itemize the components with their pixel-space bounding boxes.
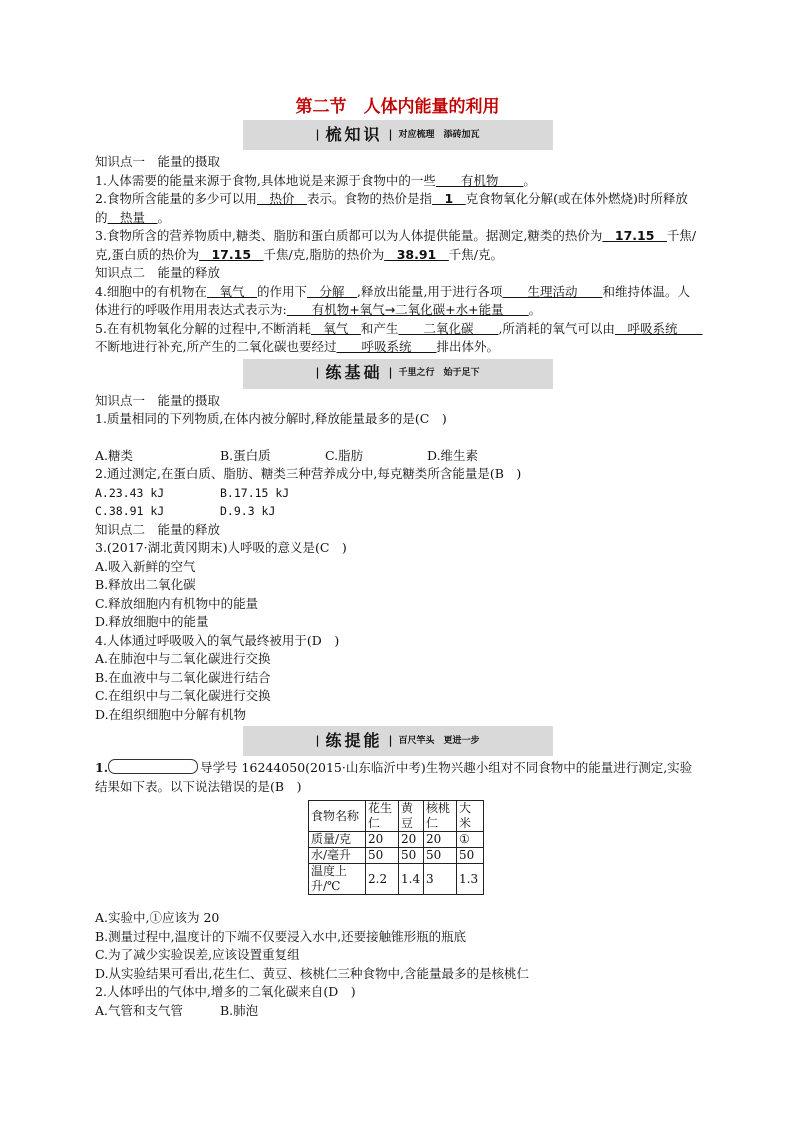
table-cell: 3 — [424, 864, 457, 895]
option: B.17.15 kJ — [220, 485, 290, 500]
question-improve-1: 1. 导学号 16244050(2015·山东临沂中考)生物兴趣小组对不同食物中的能量进行测定,实验结果如下表。以下说法错误的是(B ) — [95, 760, 693, 794]
banner-practice-basic: | 练基础 | 千里之行 始于足下 — [243, 359, 553, 389]
question-basic-1-options — [95, 447, 700, 466]
table-cell: 20 — [366, 832, 399, 848]
option: A.气管和支气管 — [95, 1002, 184, 1018]
table-cell: 1.4 — [399, 864, 424, 895]
banner-main: 梳知识 — [325, 124, 383, 144]
option: B.在血液中与二氧化碳进行结合 — [95, 669, 271, 685]
option: A.吸入新鲜的空气 — [95, 558, 196, 574]
question-basic-2-options-row2 — [95, 502, 700, 521]
option: C.释放细胞内有机物中的能量 — [95, 595, 259, 611]
banner-practice-improve: | 练提能 | 百尺竿头 更进一步 — [243, 726, 553, 756]
option: B.释放出二氧化碳 — [95, 577, 196, 592]
table-cell: 50 — [457, 848, 484, 864]
question-basic-4: 4.人体通过呼吸吸入的氧气最终被用于(D ) — [95, 632, 340, 648]
table-cell: 温度上升/℃ — [309, 864, 366, 895]
table-cell: 1.3 — [457, 864, 484, 895]
knowledge-item-5: 5.在有机物氧化分解的过程中,不断消耗 氧气 和产生 二氧化碳 ,所消耗的氧气可以由 呼吸系统 不断地进行补充,所产生的二氧化碳也要经过 呼吸系统 排出体外。 — [95, 320, 703, 354]
improve-section — [95, 759, 700, 1020]
option: B.蛋白质 — [220, 447, 271, 463]
option: D.在组织细胞中分解有机物 — [95, 706, 247, 722]
option: C.在组织中与二氧化碳进行交换 — [95, 688, 271, 703]
banner-comb-knowledge: | 梳知识 | 对应梳理 添砖加瓦 — [243, 120, 553, 150]
table-header-cell: 大米 — [457, 801, 484, 832]
table-cell: 50 — [424, 848, 457, 864]
banner-main: 练基础 — [325, 363, 383, 383]
option: A.23.43 kJ — [95, 485, 165, 500]
question-basic-2: 2.通过测定,在蛋白质、脂肪、糖类三种营养成分中,每克糖类所含能量是(B ) — [95, 466, 522, 481]
table-row — [309, 848, 484, 864]
option: D.维生素 — [427, 447, 479, 463]
table-cell: 水/毫升 — [309, 848, 366, 864]
table-header-row — [309, 801, 484, 832]
knowledge-section — [95, 153, 703, 357]
question-improve-2: 2.人体呼出的气体中,增多的二氧化碳来自(D ) — [95, 984, 356, 999]
table-row — [309, 832, 484, 848]
table-header-cell: 黄豆 — [399, 801, 424, 832]
table-row — [309, 864, 484, 895]
knowledge-item-1: 1.人体需要的能量来源于食物,具体地说是来源于食物中的一些 有机物 。 — [95, 172, 536, 188]
option: D.9.3 kJ — [220, 504, 276, 518]
option: C.38.91 kJ — [95, 504, 165, 518]
table-header-cell: 食物名称 — [309, 801, 366, 832]
option: B.肺泡 — [220, 1002, 259, 1018]
option: D.释放细胞中的能量 — [95, 614, 209, 629]
question-basic-1: 1.质量相同的下列物质,在体内被分解时,释放能量最多的是(C ) — [95, 411, 447, 426]
option: C.脂肪 — [325, 447, 364, 463]
option: C.为了减少实验误差,应该设置重复组 — [95, 947, 300, 962]
basic-point-1: 知识点一 能量的摄取 — [95, 392, 221, 408]
table-cell: ① — [457, 832, 484, 848]
question-basic-3: 3.(2017·湖北黄冈期末)人呼吸的意义是(C ) — [95, 540, 347, 555]
banner-sub: 百尺竿头 更进一步 — [398, 735, 480, 746]
basic-point-2: 知识点二 能量的释放 — [95, 521, 221, 537]
option: A.在肺泡中与二氧化碳进行交换 — [95, 651, 271, 666]
basic-section — [95, 392, 700, 725]
table-header-cell: 花生仁 — [366, 801, 399, 832]
guide-number-badge — [108, 759, 198, 774]
knowledge-item-4: 4.细胞中的有机物在 氧气 的作用下 分解 ,释放出能量,用于进行各项 生理活动 和维持体温。人体进行的呼吸作用用表达式表示为: 有机物+氧气→二氧化碳+水+能量 。 — [95, 283, 690, 317]
table-cell: 50 — [366, 848, 399, 864]
option: A.实验中,①应该为 20 — [95, 910, 220, 925]
table-cell: 质量/克 — [309, 832, 366, 848]
banner-sub: 对应梳理 添砖加瓦 — [398, 129, 480, 140]
table-cell: 20 — [424, 832, 457, 848]
table-cell: 50 — [399, 848, 424, 864]
question-basic-2-options-row1 — [95, 484, 700, 503]
question-improve-2-options — [95, 1002, 700, 1021]
banner-sub: 千里之行 始于足下 — [398, 368, 480, 379]
table-header-cell: 核桃仁 — [424, 801, 457, 832]
document-page — [95, 96, 703, 1020]
option: D.从实验结果可看出,花生仁、黄豆、核桃仁三种食物中,含能量最多的是核桃仁 — [95, 965, 529, 981]
knowledge-item-3: 3.食物所含的营养物质中,糖类、脂肪和蛋白质都可以为人体提供能量。据测定,糖类的热价为 17.15 千焦/克,蛋白质的热价为 17.15 千焦/克,脂肪的热价为 38.91 千焦/克。 — [95, 228, 697, 262]
knowledge-point-2: 知识点二 能量的释放 — [95, 265, 221, 280]
banner-main: 练提能 — [325, 730, 383, 750]
page-title: 第二节 人体内能量的利用 — [295, 97, 500, 117]
food-energy-table — [308, 800, 484, 895]
table-cell: 2.2 — [366, 864, 399, 895]
option: B.测量过程中,温度计的下端不仅要浸入水中,还要接触锥形瓶的瓶底 — [95, 928, 467, 944]
table-cell: 20 — [399, 832, 424, 848]
option: A.糖类 — [95, 447, 134, 463]
knowledge-item-2: 2.食物所含能量的多少可以用 热价 表示。食物的热价是指 1 克食物氧化分解(或在体外燃烧)时所释放的 热量 。 — [95, 191, 688, 225]
knowledge-point-1: 知识点一 能量的摄取 — [95, 154, 221, 169]
